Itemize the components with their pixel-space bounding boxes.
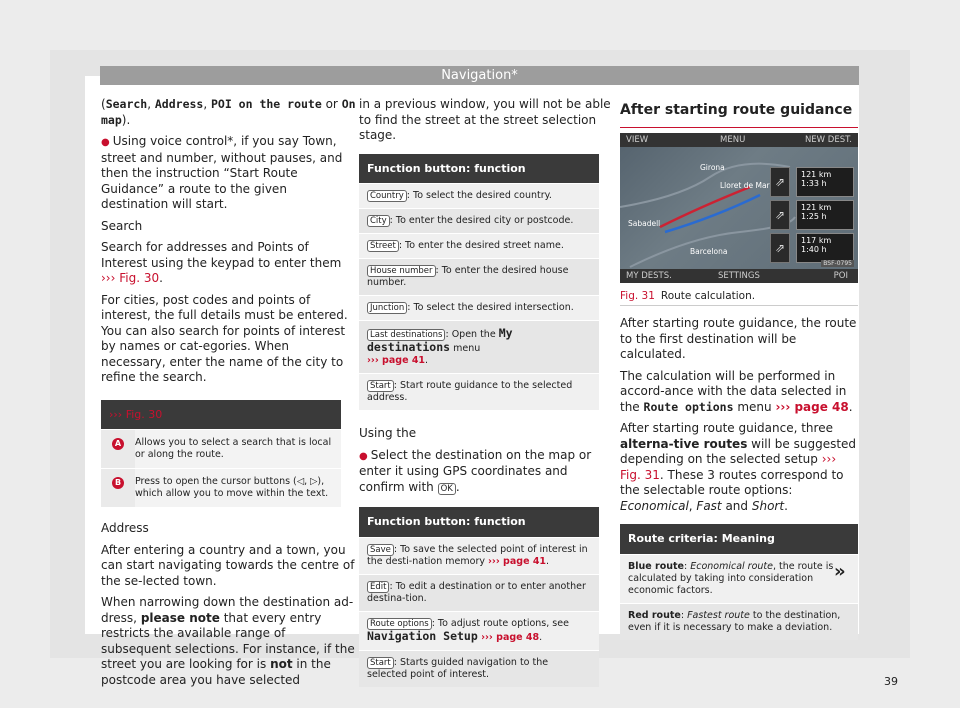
callout-badge: B — [112, 477, 124, 489]
column-3 — [620, 97, 858, 132]
function-table-2 — [359, 507, 599, 687]
bullet-icon: ● — [359, 450, 368, 462]
street-button[interactable]: Street — [367, 240, 399, 252]
paragraph-search-options: (Search, Address, POI on the route or On map). — [101, 97, 356, 127]
map-label: Barcelona — [690, 247, 728, 256]
column-3-body — [620, 316, 858, 650]
map-view — [620, 147, 858, 269]
figure-caption: Fig. 31 Route calculation. — [620, 287, 858, 306]
table-head: Function button: function — [359, 154, 599, 184]
table-row: Last destinations : Open the My destinations menu ››› page 41. — [359, 320, 599, 373]
fig-31-link[interactable]: ››› Fig. 31 — [620, 452, 837, 482]
house-number-button[interactable]: House number — [367, 265, 436, 277]
route-icon: ⇗ — [770, 167, 790, 197]
continue-mark: » — [834, 561, 846, 582]
search-heading: Search — [101, 218, 143, 233]
fig30-legend-head: ››› Fig. 30 — [101, 400, 341, 430]
figure-number: Fig. 31 — [620, 290, 655, 302]
save-button[interactable]: Save — [367, 544, 394, 556]
legend-text: Press to open the cursor buttons (◁, ▷), which allow you to move within the text. — [135, 469, 341, 507]
table-row: City : To enter the desired city or postcode. — [359, 208, 599, 233]
callout-badge: A — [112, 438, 124, 450]
function-table-1 — [359, 154, 599, 411]
page-number: 39 — [884, 675, 898, 688]
legend-row — [101, 429, 341, 468]
section-title: After starting route guidance — [620, 103, 858, 128]
route-option[interactable]: ⇗ 121 km 1:25 h — [796, 200, 854, 230]
paragraph-route-3: After starting route guidance, three alterna-tive routes will be suggested depending on the selected setup ››› Fig. 31. These 3 routes correspond to the selectable route options: Economical, Fast and Short. — [620, 421, 857, 513]
fig30-legend-table — [101, 400, 341, 508]
view-button[interactable]: VIEW — [626, 135, 649, 145]
table-head: Function button: function — [359, 507, 599, 537]
column-2 — [359, 97, 614, 697]
table-row: Start : Start route guidance to the selected address. — [359, 373, 599, 410]
route-option[interactable]: ⇗ 117 km 1:40 h — [796, 233, 854, 263]
paragraph-route-2: The calculation will be performed in accord-ance with the data selected in the Route options menu ››› page 48. — [620, 368, 853, 414]
bullet-icon: ● — [101, 137, 110, 148]
paragraph-intro: in a previous window, you will not be able to find the street at the street selection stage. — [359, 97, 611, 142]
new-dest-button[interactable]: NEW DEST. — [804, 135, 852, 145]
route-icon: ⇗ — [770, 233, 790, 263]
route-icon: ⇗ — [770, 200, 790, 230]
junction-button[interactable]: Junction — [367, 302, 407, 314]
ok-button[interactable]: OK — [438, 483, 456, 495]
table-row: Save : To save the selected point of interest in the desti-nation memory ››› page 41. — [359, 537, 599, 574]
paragraph-route-1: After starting route guidance, the route to the first destination will be calculated. — [620, 316, 857, 361]
table-row: Blue route: Economical route, the route is calculated by taking into consideration economic factors. — [620, 554, 858, 603]
nav-top-bar — [620, 133, 858, 147]
column-1 — [101, 97, 356, 694]
paragraph-address-1: After entering a country and a town, you can start navigating towards the centre of the se-lected town. — [101, 542, 355, 588]
map-label: Girona — [700, 163, 725, 172]
my-dests-button[interactable]: MY DESTS. — [626, 271, 672, 281]
paragraph-search-2: For cities, post codes and points of interest, the full details must be entered. You can also search for points of interest by names or cat-egories. When necessary, enter the name of the city to refine the search. — [101, 292, 348, 384]
fig-30-link[interactable]: ››› Fig. 30 — [101, 271, 160, 285]
city-button[interactable]: City — [367, 215, 390, 227]
nav-bottom-bar — [620, 269, 858, 283]
figure-31-navigation-screen — [620, 133, 858, 283]
paragraph-search-1: Search for addresses and Points of Interest using the keypad to enter them ››› Fig. 30. — [101, 240, 342, 285]
poi-button[interactable]: POI — [833, 271, 848, 281]
map-label: Sabadell — [628, 219, 661, 228]
table-row: Route options : To adjust route options, see Navigation Setup ››› page 48. — [359, 611, 599, 650]
bullet-select-destination: ● Select the destination on the map or enter it using GPS coordinates and confirm with OK . — [359, 447, 592, 494]
page-48-link[interactable]: ››› page 48 — [775, 399, 849, 414]
page-41-link[interactable]: ››› page 41 — [488, 555, 547, 567]
start-button[interactable]: Start — [367, 380, 394, 392]
start-button[interactable]: Start — [367, 657, 394, 669]
table-row: Junction : To select the desired intersection. — [359, 295, 599, 320]
table-row: Edit : To edit a destination or to enter another destina-tion. — [359, 574, 599, 611]
page-41-link[interactable]: ››› page 41 — [367, 355, 426, 366]
figure-code: BSF-0795 — [823, 260, 852, 267]
menu-button[interactable]: MENU — [720, 135, 746, 145]
using-heading: Using the — [359, 426, 417, 440]
route-option[interactable]: ⇗ 121 km 1:33 h — [796, 167, 854, 197]
bullet-voice-control: ● Using voice control*, if you say Town, street and number, without pauses, and then the instruction “Start Route Guidance” a route to the given destination will start. — [101, 134, 343, 211]
table-row: Country : To select the desired country. — [359, 183, 599, 208]
route-criteria-table — [620, 524, 858, 640]
legend-text: Allows you to select a search that is local or along the route. — [135, 430, 341, 468]
table-head: Route criteria: Meaning — [620, 524, 858, 554]
last-destinations-button[interactable]: Last destinations — [367, 329, 445, 341]
paragraph-address-2: When narrowing down the destination ad-dress, please note that every entry restricts the available range of subsequent selections. For instance, if the street you are looking for is not in the postcode area you have selected — [101, 595, 355, 687]
table-row: Red route: Fastest route to the destination, even if it is necessary to make a deviation. — [620, 603, 858, 640]
map-label: Lloret de Mar — [720, 181, 770, 190]
legend-row — [101, 468, 341, 507]
table-row: House number : To enter the desired house number. — [359, 258, 599, 295]
address-heading: Address — [101, 521, 149, 535]
edit-button[interactable]: Edit — [367, 581, 389, 593]
country-button[interactable]: Country — [367, 190, 407, 202]
page-48-link[interactable]: ››› page 48 — [477, 631, 540, 643]
route-options-panel — [774, 167, 854, 269]
table-row: Start : Starts guided navigation to the selected point of interest. — [359, 650, 599, 687]
route-options-button[interactable]: Route options — [367, 618, 432, 630]
settings-button[interactable]: SETTINGS — [718, 271, 760, 281]
section-header: Navigation* — [100, 66, 859, 85]
table-row: Street : To enter the desired street name. — [359, 233, 599, 258]
